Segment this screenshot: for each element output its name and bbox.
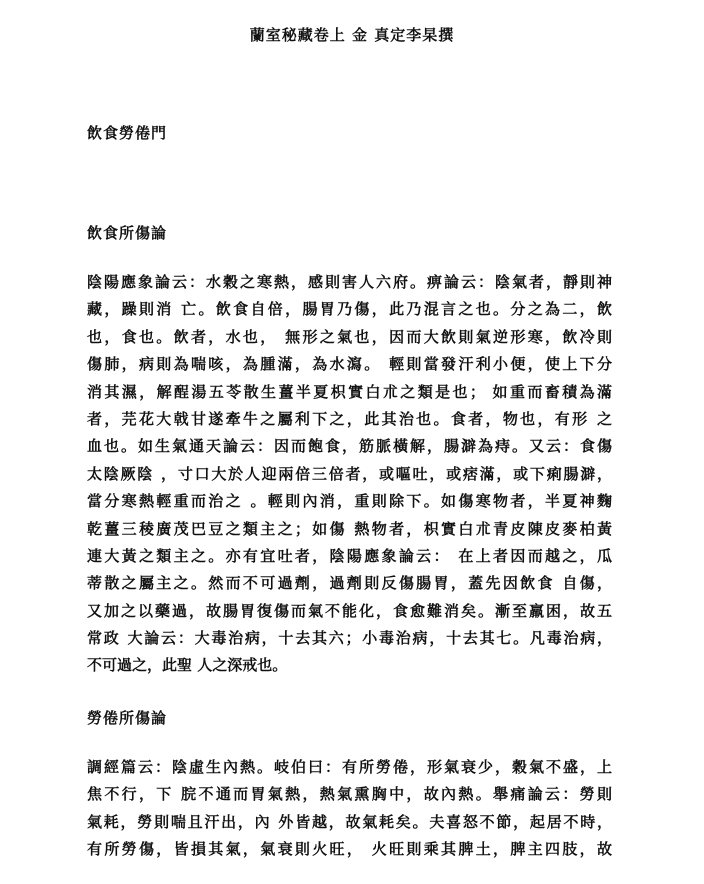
section-2-body <box>87 754 612 864</box>
text-line: 連大黃之類主之。亦有宜吐者，陰陽應象論云： 在上者因而越之，瓜 <box>87 546 612 565</box>
section-title-1: 飲食所傷論 <box>87 224 168 242</box>
text-line: 調經篇云：陰虛生內熱。岐伯曰：有所勞倦，形氣衰少，穀氣不盛，上 <box>87 758 612 776</box>
chapter-title: 飲食勞倦門 <box>87 124 168 142</box>
running-header: 蘭室秘藏卷上 金 真定李杲撰 <box>249 26 455 44</box>
text-line: 當分寒熱輕重而治之 。輕則內消，重則除下。如傷寒物者，半夏神麴 <box>87 492 612 511</box>
text-line: 血也。如生氣通天論云：因而飽食，筋脈橫解，腸澼為痔。又云：食傷 <box>87 437 612 456</box>
text-line: 太陰厥陰 ，寸口大於人迎兩倍三倍者，或嘔吐，或痞滿，或下痢腸澼， <box>87 464 612 483</box>
text-line: 也，食也。飲者，水也， 無形之氣也，因而大飲則氣逆形寒，飲冷則 <box>87 327 612 346</box>
section-title-2: 勞倦所傷論 <box>87 709 168 727</box>
text-line: 蒂散之屬主之。然而不可過劑，過劑則反傷腸胃，蓋先因飲食 自傷， <box>87 574 612 593</box>
text-line: 有所勞傷，皆損其氣，氣衰則火旺， 火旺則乘其脾土，脾主四肢，故 <box>87 840 612 859</box>
text-line: 陰陽應象論云：水穀之寒熱，感則害人六府。痹論云：陰氣者，靜則神 <box>87 273 612 291</box>
text-line: 藏，躁則消 亡。飲食自倍，腸胃乃傷，此乃混言之也。分之為二，飲 <box>87 300 612 319</box>
text-line: 者，芫花大戟甘遂牽牛之屬利下之，此其治也。食者，物也，有形 之 <box>87 409 612 428</box>
text-line: 又加之以藥過，故腸胃復傷而氣不能化，食愈難消矣。漸至羸困，故五 <box>87 601 612 620</box>
text-line: 氣耗，勞則喘且汗出，內 外皆越，故氣耗矣。夫喜怒不節，起居不時， <box>87 812 612 831</box>
text-line: 傷肺，病則為喘咳，為腫滿，為水瀉。 輕則當發汗利小便，使上下分 <box>87 355 612 374</box>
text-line: 常政 大論云：大毒治病，十去其六；小毒治病，十去其七。凡毒治病， <box>87 629 612 648</box>
section-1-body <box>87 269 612 680</box>
text-line: 消其濕，解酲湯五苓散生薑半夏枳實白朮之類是也； 如重而畜積為滿 <box>87 382 612 401</box>
text-line: 焦不行，下 脘不通而胃氣熱，熱氣熏胸中，故內熱。舉痛論云：勞則 <box>87 785 612 804</box>
text-line: 乾薑三稜廣茂巴豆之類主之；如傷 熱物者，枳實白朮青皮陳皮麥柏黃 <box>87 519 612 538</box>
text-line: 不可過之，此聖 人之深戒也。 <box>87 656 288 675</box>
